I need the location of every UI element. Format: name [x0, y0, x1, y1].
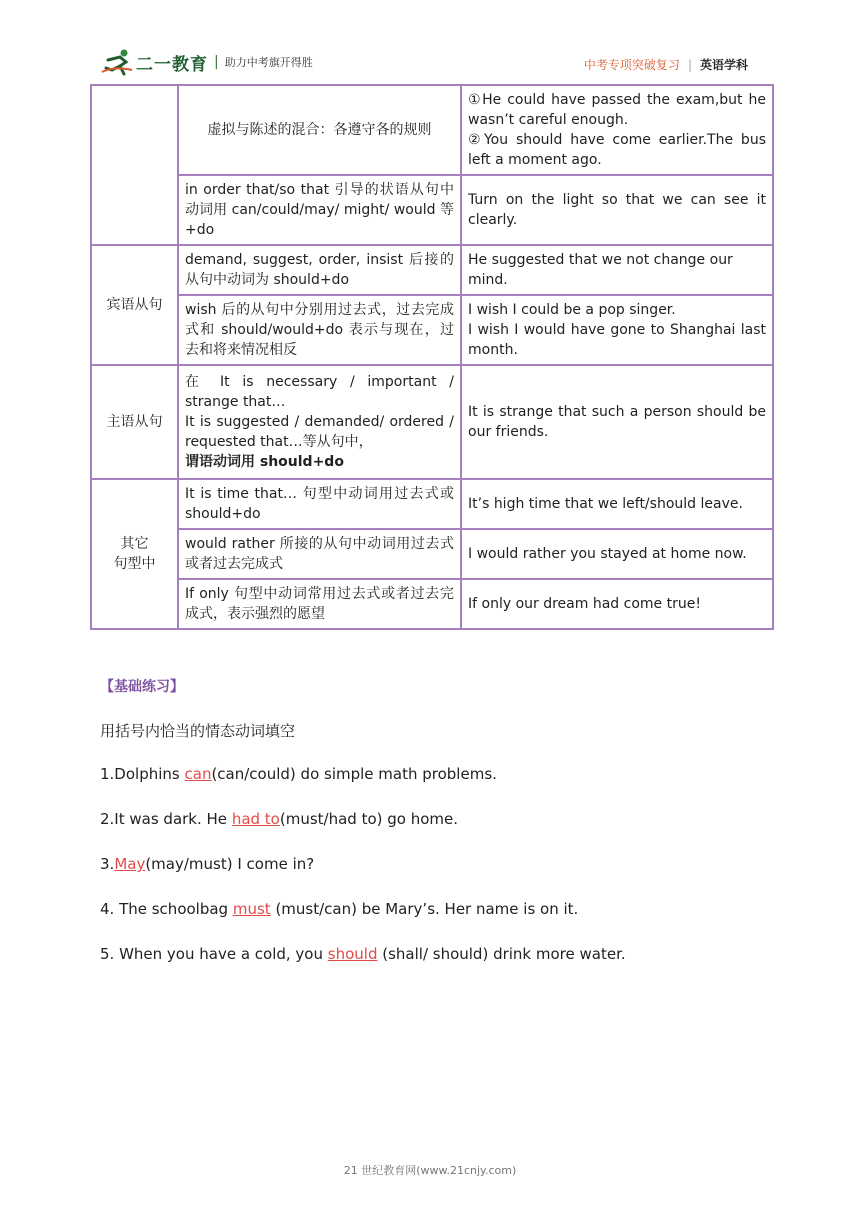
table-row — [91, 175, 773, 245]
example-cell — [461, 85, 773, 175]
slogan: 助力中考旗开得胜 — [224, 56, 313, 69]
category-cell: 主语从句 — [91, 365, 178, 479]
answer: had to — [231, 810, 280, 828]
logo — [100, 48, 313, 76]
example-cell: He suggested that we not change our mind. — [461, 245, 773, 295]
runner-logo-icon — [100, 48, 134, 76]
example-cell — [461, 295, 773, 365]
exercise-text: 2.It was dark. He — [100, 810, 232, 828]
answer: May — [114, 855, 146, 873]
subject-label: 英语学科 — [699, 58, 748, 72]
exercise-item — [100, 810, 458, 828]
usage-cell: demand, suggest, order, insist 后接的从句中动词为 should+do — [178, 245, 461, 295]
logo-text: 二一教育 — [136, 54, 208, 75]
category-cell: 宾语从句 — [91, 245, 178, 365]
usage-cell: in order that/so that 引导的状语从句中动词用 can/could/may/ might/ would 等+do — [178, 175, 461, 245]
usage-cell: wish 后的从句中分别用过去式，过去完成式和 should/would+do 表示与现在，过去和将来情况相反 — [178, 295, 461, 365]
example-line: I wish I would have gone to Shanghai last month. — [468, 322, 766, 358]
example-cell: Turn on the light so that we can see it clearly. — [461, 175, 773, 245]
example-line: ①He could have passed the exam,but he wasn’t careful enough. — [468, 92, 766, 128]
exercise-text: 5. When you have a cold, you — [100, 945, 328, 963]
exercise-text: (shall/ should) drink more water. — [377, 945, 626, 963]
exercise-item — [100, 945, 626, 963]
page-footer: 21 世纪教育网(www.21cnjy.com) — [343, 1164, 517, 1177]
topic-label: 中考专项突破复习 — [583, 58, 680, 72]
exercise-item — [100, 855, 314, 873]
category-line: 句型中 — [113, 556, 156, 572]
answer: should — [327, 945, 378, 963]
usage-cell: 虚拟与陈述的混合：各遵守各的规则 — [178, 85, 461, 175]
example-line: I wish I could be a pop singer. — [468, 302, 676, 318]
exercise-text: (must/can) be Mary’s. Her name is on it. — [270, 900, 579, 918]
usage-cell: It is time that… 句型中动词用过去式或should+do — [178, 479, 461, 529]
header-separator: | — [687, 57, 692, 72]
logo-separator: | — [214, 54, 219, 70]
header-right — [584, 56, 748, 73]
usage-cell: If only 句型中动词常用过去式或者过去完成式，表示强烈的愿望 — [178, 579, 461, 629]
grammar-table — [90, 84, 774, 630]
example-cell: I would rather you stayed at home now. — [461, 529, 773, 579]
page-header — [100, 46, 760, 80]
table-row — [91, 479, 773, 529]
usage-line: 在 It is necessary / important / strange that… — [185, 374, 454, 410]
example-cell: It is strange that such a person should be our friends. — [461, 365, 773, 479]
category-cell — [91, 85, 178, 245]
table-row — [91, 85, 773, 175]
example-line: ②You should have come earlier.The bus left a moment ago. — [468, 132, 766, 168]
answer: can — [184, 765, 212, 783]
exercise-item — [100, 765, 497, 783]
answer: must — [232, 900, 271, 918]
instruction: 用括号内恰当的情态动词填空 — [100, 722, 296, 740]
usage-cell — [178, 365, 461, 479]
exercise-text: (may/must) I come in? — [145, 855, 315, 873]
example-cell: It’s high time that we left/should leave. — [461, 479, 773, 529]
table-row — [91, 295, 773, 365]
category-cell — [91, 479, 178, 629]
exercise-text: (must/had to) go home. — [279, 810, 459, 828]
usage-cell: would rather 所接的从句中动词用过去式或者过去完成式 — [178, 529, 461, 579]
usage-line: It is suggested / demanded/ ordered / requested that…等从句中， — [185, 414, 454, 450]
exercise-item — [100, 900, 578, 918]
exercise-text: 1.Dolphins — [100, 765, 185, 783]
usage-line-bold: 谓语动词用 should+do — [185, 454, 344, 470]
table-row — [91, 529, 773, 579]
category-line: 其它 — [120, 536, 149, 552]
table-row — [91, 245, 773, 295]
exercise-text: (can/could) do simple math problems. — [211, 765, 497, 783]
section-title: 【基础练习】 — [100, 679, 184, 695]
table-row — [91, 365, 773, 479]
exercise-text: 3. — [100, 855, 115, 873]
example-cell: If only our dream had come true! — [461, 579, 773, 629]
exercise-text: 4. The schoolbag — [100, 900, 233, 918]
table-row — [91, 579, 773, 629]
